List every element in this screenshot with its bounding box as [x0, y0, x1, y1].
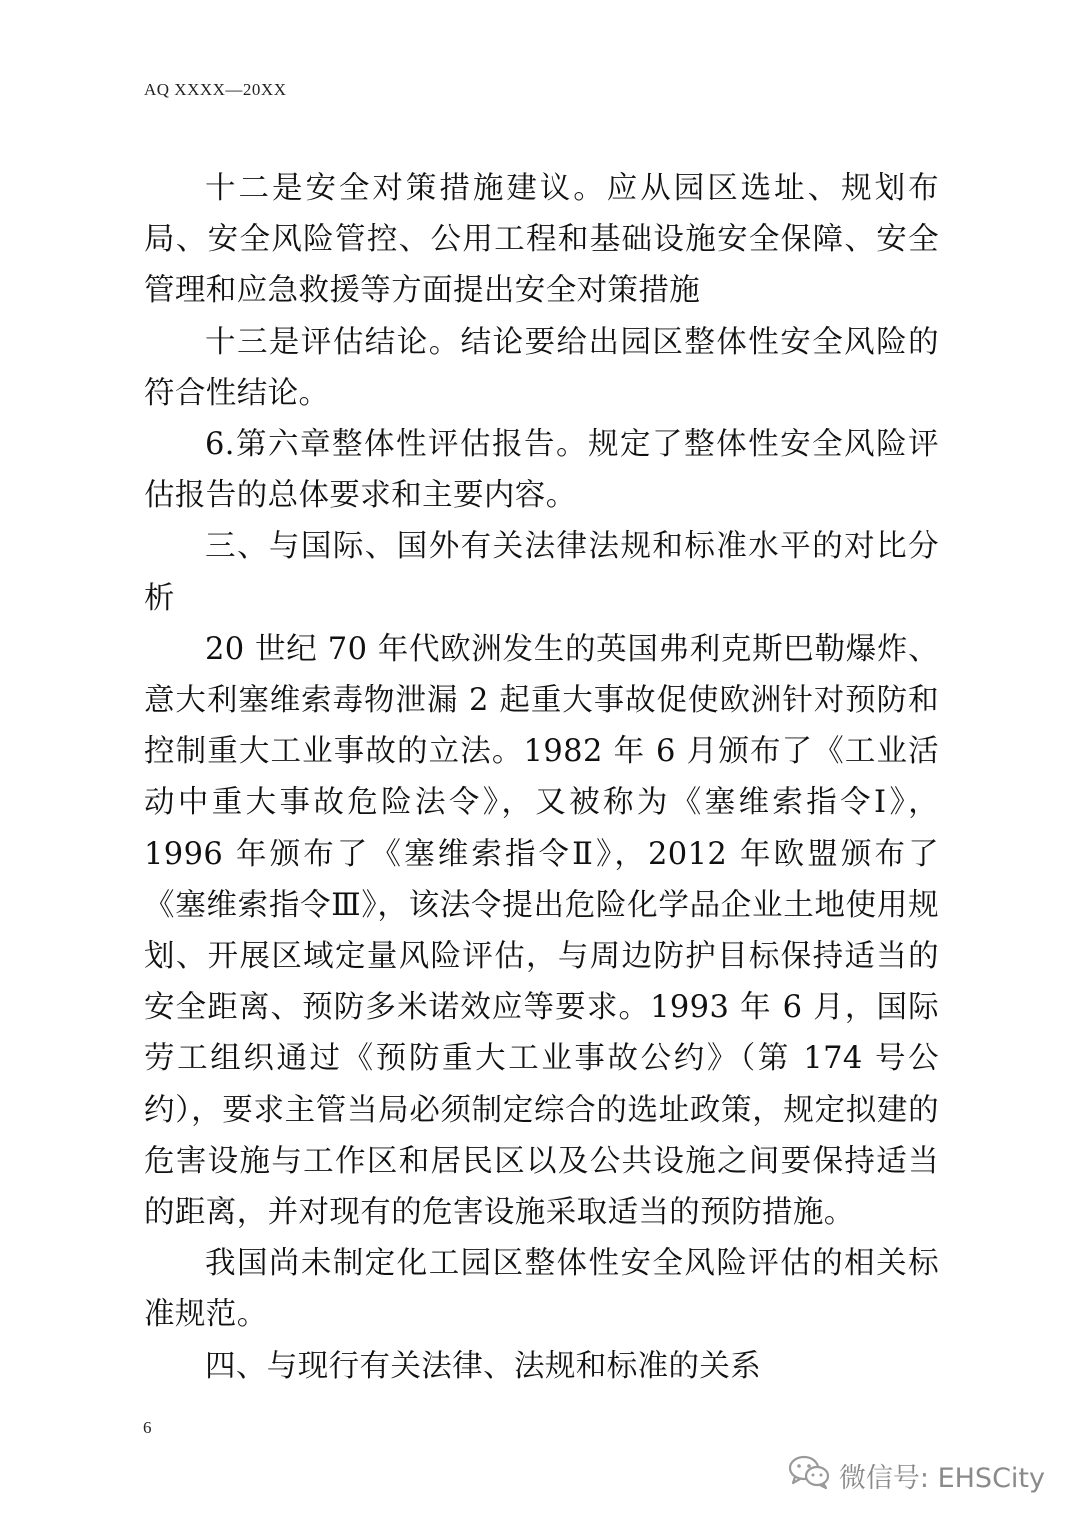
wechat-icon	[787, 1454, 831, 1497]
paragraph-domestic-standards: 我国尚未制定化工园区整体性安全风险评估的相关标准规范。	[144, 1246, 939, 1333]
watermark-text: 微信号: EHSCity	[838, 1463, 1045, 1494]
section-heading-international-comparison: 三、与国际、国外有关法律法规和标准水平的对比分析	[144, 529, 939, 616]
document-code-header: AQ XXXX—20XX	[144, 80, 287, 99]
paragraph-european-legislation: 20 世纪 70 年代欧洲发生的英国弗利克斯巴勒爆炸、意大利塞维索毒物泄漏 2 起重大事故促使欧洲针对预防和控制重大工业事故的立法。1982 年 6 月颁布了《工业活动中重大事故危险法令》，又被称为《塞维索指令Ⅰ》，1996 年颁布了《塞维索指令Ⅱ》，2012 年欧盟颁布了《塞维索指令Ⅲ》，该法令提出危险化学品企业土地使用规划、开展区域定量风险评估，与周边防护目标保持适当的安全距离、预防多米诺效应等要求。1993 年 6 月，国际劳工组织通过《预防重大工业事故公约》（第 174 号公约），要求主管当局必须制定综合的选址政策，规定拟建的危害设施与工作区和居民区以及公共设施之间要保持适当的距离，并对现有的危害设施采取适当的预防措施。	[144, 631, 939, 1231]
paragraph-safety-measures: 十二是安全对策措施建议。应从园区选址、规划布局、安全风险管控、公用工程和基础设施安全保障、安全管理和应急救援等方面提出安全对策措施	[144, 171, 939, 309]
section-heading-current-regulations: 四、与现行有关法律、法规和标准的关系	[205, 1348, 762, 1384]
paragraph-assessment-conclusion: 十三是评估结论。结论要给出园区整体性安全风险的符合性结论。	[144, 324, 939, 411]
wechat-watermark	[787, 1454, 1045, 1497]
document-body	[144, 163, 939, 1392]
page-number: 6	[143, 1418, 152, 1437]
paragraph-chapter-six: 6.第六章整体性评估报告。规定了整体性安全风险评估报告的总体要求和主要内容。	[144, 427, 939, 514]
